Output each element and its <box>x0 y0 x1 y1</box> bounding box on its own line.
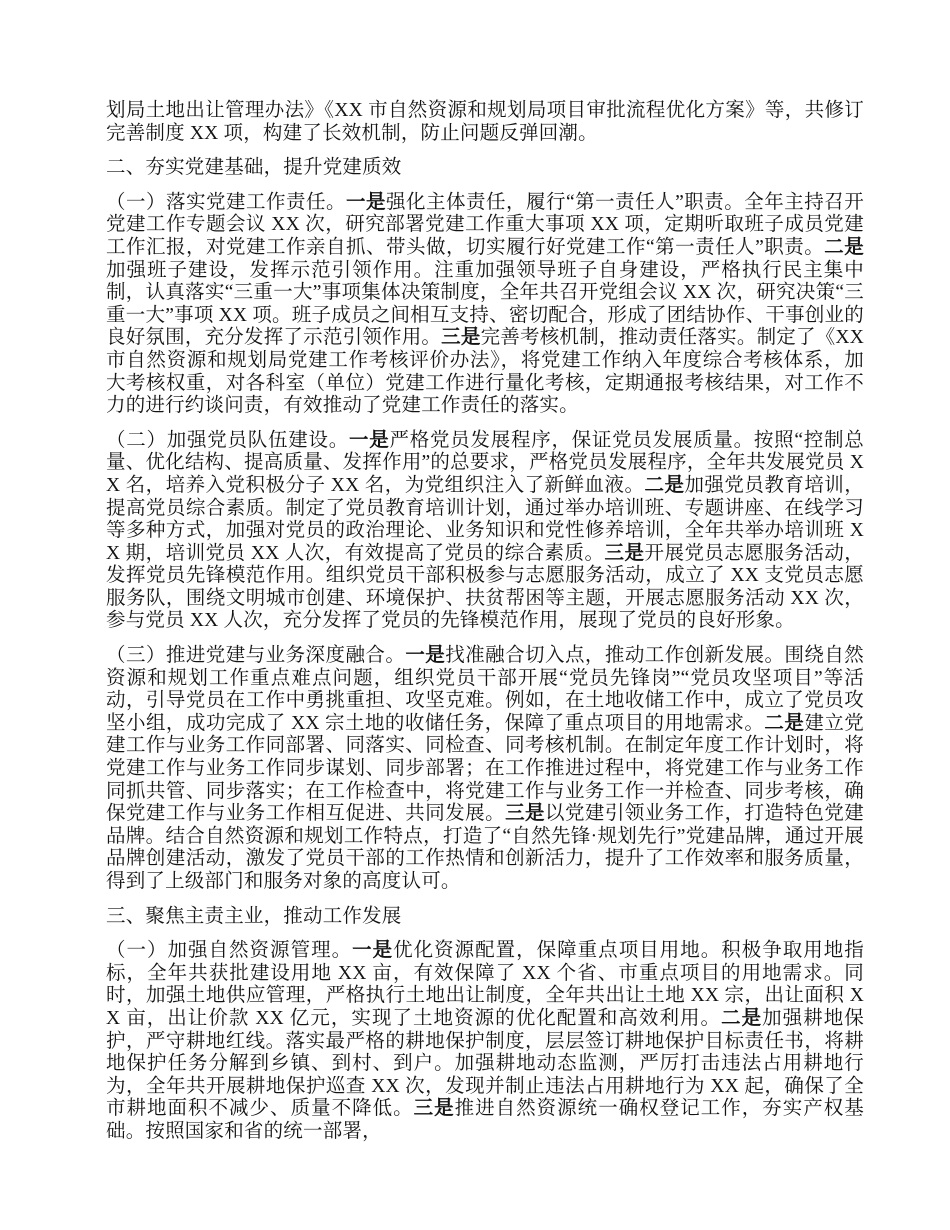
document-body <box>106 100 864 1156</box>
paragraph <box>106 192 864 418</box>
emphasis-run: 一是 <box>405 645 446 667</box>
section-heading <box>106 906 864 929</box>
emphasis-run: 二是 <box>824 236 864 258</box>
text-run: 完善考核机制，推动责任落实。制定了《XX 市自然资源和规划局党建工作考核评价办法》，将党建工作纳入年度综合考核体系，加大考核权重，对各科室（单位）党建工作进行量化考核，定期通报考核结果，对工作不力的进行约谈问责，有效推动了党建工作责任的落实。 <box>106 327 864 417</box>
paragraph <box>106 645 864 894</box>
section-heading <box>106 157 864 180</box>
emphasis-run: 一是 <box>348 429 390 451</box>
text-run: 强化主体责任，履行“第一责任人”职责。全年主持召开党建工作专题会议 XX 次，研究部署党建工作重大事项 XX 项，定期听取班子成员党建工作汇报，对党建工作亲自抓、带头做，切实履行好党建工作“第一责任人”职责。 <box>106 191 864 258</box>
paragraph <box>106 430 864 633</box>
text-run: 加强耕地保护，严守耕地红线。落实最严格的耕地保护制度，层层签订耕地保护目标责任书，将耕地保护任务分解到乡镇、到村、到户。加强耕地动态监测，严厉打击违法占用耕地行为，全年共开展耕地保护巡查 XX 次，发现并制止违法占用耕地行为 XX 起，确保了全市耕地面积不减少、质量不降低。 <box>106 1007 864 1120</box>
text-run: 严格党员发展程序，保证党员发展质量。按照“控制总量、优化结构、提高质量、发挥作用”的总要求，严格党员发展程序，全年共发展党员 XX 名，培养入党积极分子 XX 名，为党组织注入了新鲜血液。 <box>106 429 864 496</box>
emphasis-run: 三是 <box>441 327 481 349</box>
text-run: （二）加强党员队伍建设。 <box>106 429 349 451</box>
emphasis-run: 三是 <box>505 803 545 825</box>
text-run: （三）推进党建与业务深度融合。 <box>106 645 406 667</box>
text-run: （一）加强自然资源管理。 <box>106 940 353 962</box>
emphasis-run: 一是 <box>346 191 386 213</box>
emphasis-run: 三是 <box>604 542 645 564</box>
text-run: 二、夯实党建基础，提升党建质效 <box>106 157 402 179</box>
text-run: 推进自然资源统一确权登记工作，夯实产权基础。按照国家和省的统一部署， <box>106 1098 864 1142</box>
emphasis-run: 三是 <box>413 1098 455 1120</box>
paragraph <box>106 940 864 1143</box>
text-run: 找准融合切入点，推动工作创新发展。围绕自然资源和规划工作重点难点问题，组织党员干部开展“党员先锋岗”“党员攻坚项目”等活动，引导党员在工作中勇挑重担、攻坚克难。例如，在土地收储工作中，成立了党员攻坚小组，成功完成了 XX 宗土地的收储任务，保障了重点项目的用地需求。 <box>106 645 865 734</box>
text-run: 加强班子建设，发挥示范引领作用。注重加强领导班子自身建设，严格执行民主集中制，认真落实“三重一大”事项集体决策制度，全年共召开党组会议 XX 次，研究决策“三重一大”事项 XX 项。班子成员之间相互支持、密切配合，形成了团结协作、干事创业的良好氛围，充分发挥了示范引领作用。 <box>106 259 864 349</box>
text-run: 以党建引领业务工作，打造特色党建品牌。结合自然资源和规划工作特点，打造了“自然先锋·规划先行”党建品牌，通过开展品牌创建活动，激发了党员干部的工作热情和创新活力，提升了工作效率和服务质量，得到了上级部门和服务对象的高度认可。 <box>106 803 865 892</box>
text-run: 建立党建工作与业务工作同部署、同落实、同检查、同考核机制。在制定年度工作计划时，将党建工作与业务工作同步谋划、同步部署；在工作推进过程中，将党建工作与业务工作同抓共管、同步落实；在工作检查中，将党建工作与业务工作一并检查、同步考核，确保党建工作与业务工作相互促进、共同发展。 <box>106 712 864 825</box>
text-run: 三、聚焦主责主业，推动工作发展 <box>106 905 402 927</box>
text-run: 划局土地出让管理办法》《XX 市自然资源和规划局项目审批流程优化方案》等，共修订完善制度 XX 项，构建了长效机制，防止问题反弹回潮。 <box>106 100 864 144</box>
text-run: 开展党员志愿服务活动，发挥党员先锋模范作用。组织党员干部积极参与志愿服务活动，成立了 XX 支党员志愿服务队，围绕文明城市创建、环境保护、扶贫帮困等主题，开展志愿服务活动 XX 次，参与党员 XX 人次，充分发挥了党员的先锋模范作用，展现了党员的良好形象。 <box>106 542 864 632</box>
paragraph <box>106 100 864 145</box>
emphasis-run: 二是 <box>764 712 805 734</box>
emphasis-run: 一是 <box>352 940 394 962</box>
emphasis-run: 二是 <box>721 1007 763 1029</box>
emphasis-run: 二是 <box>644 474 685 496</box>
text-run: 优化资源配置，保障重点项目用地。积极争取用地指标，全年共获批建设用地 XX 亩，有效保障了 XX 个省、市重点项目的用地需求。同时，加强土地供应管理，严格执行土地出让制度，全年共出让土地 XX 宗，出让面积 XX 亩，出让价款 XX 亿元，实现了土地资源的优化配置和高效利用。 <box>106 940 864 1029</box>
text-run: （一）落实党建工作责任。 <box>106 191 346 213</box>
text-run: 加强党员教育培训，提高党员综合素质。制定了党员教育培训计划，通过举办培训班、专题讲座、在线学习等多种方式，加强对党员的政治理论、业务知识和党性修养培训，全年共举办培训班 XX 期，培训党员 XX 人次，有效提高了党员的综合素质。 <box>106 474 864 564</box>
